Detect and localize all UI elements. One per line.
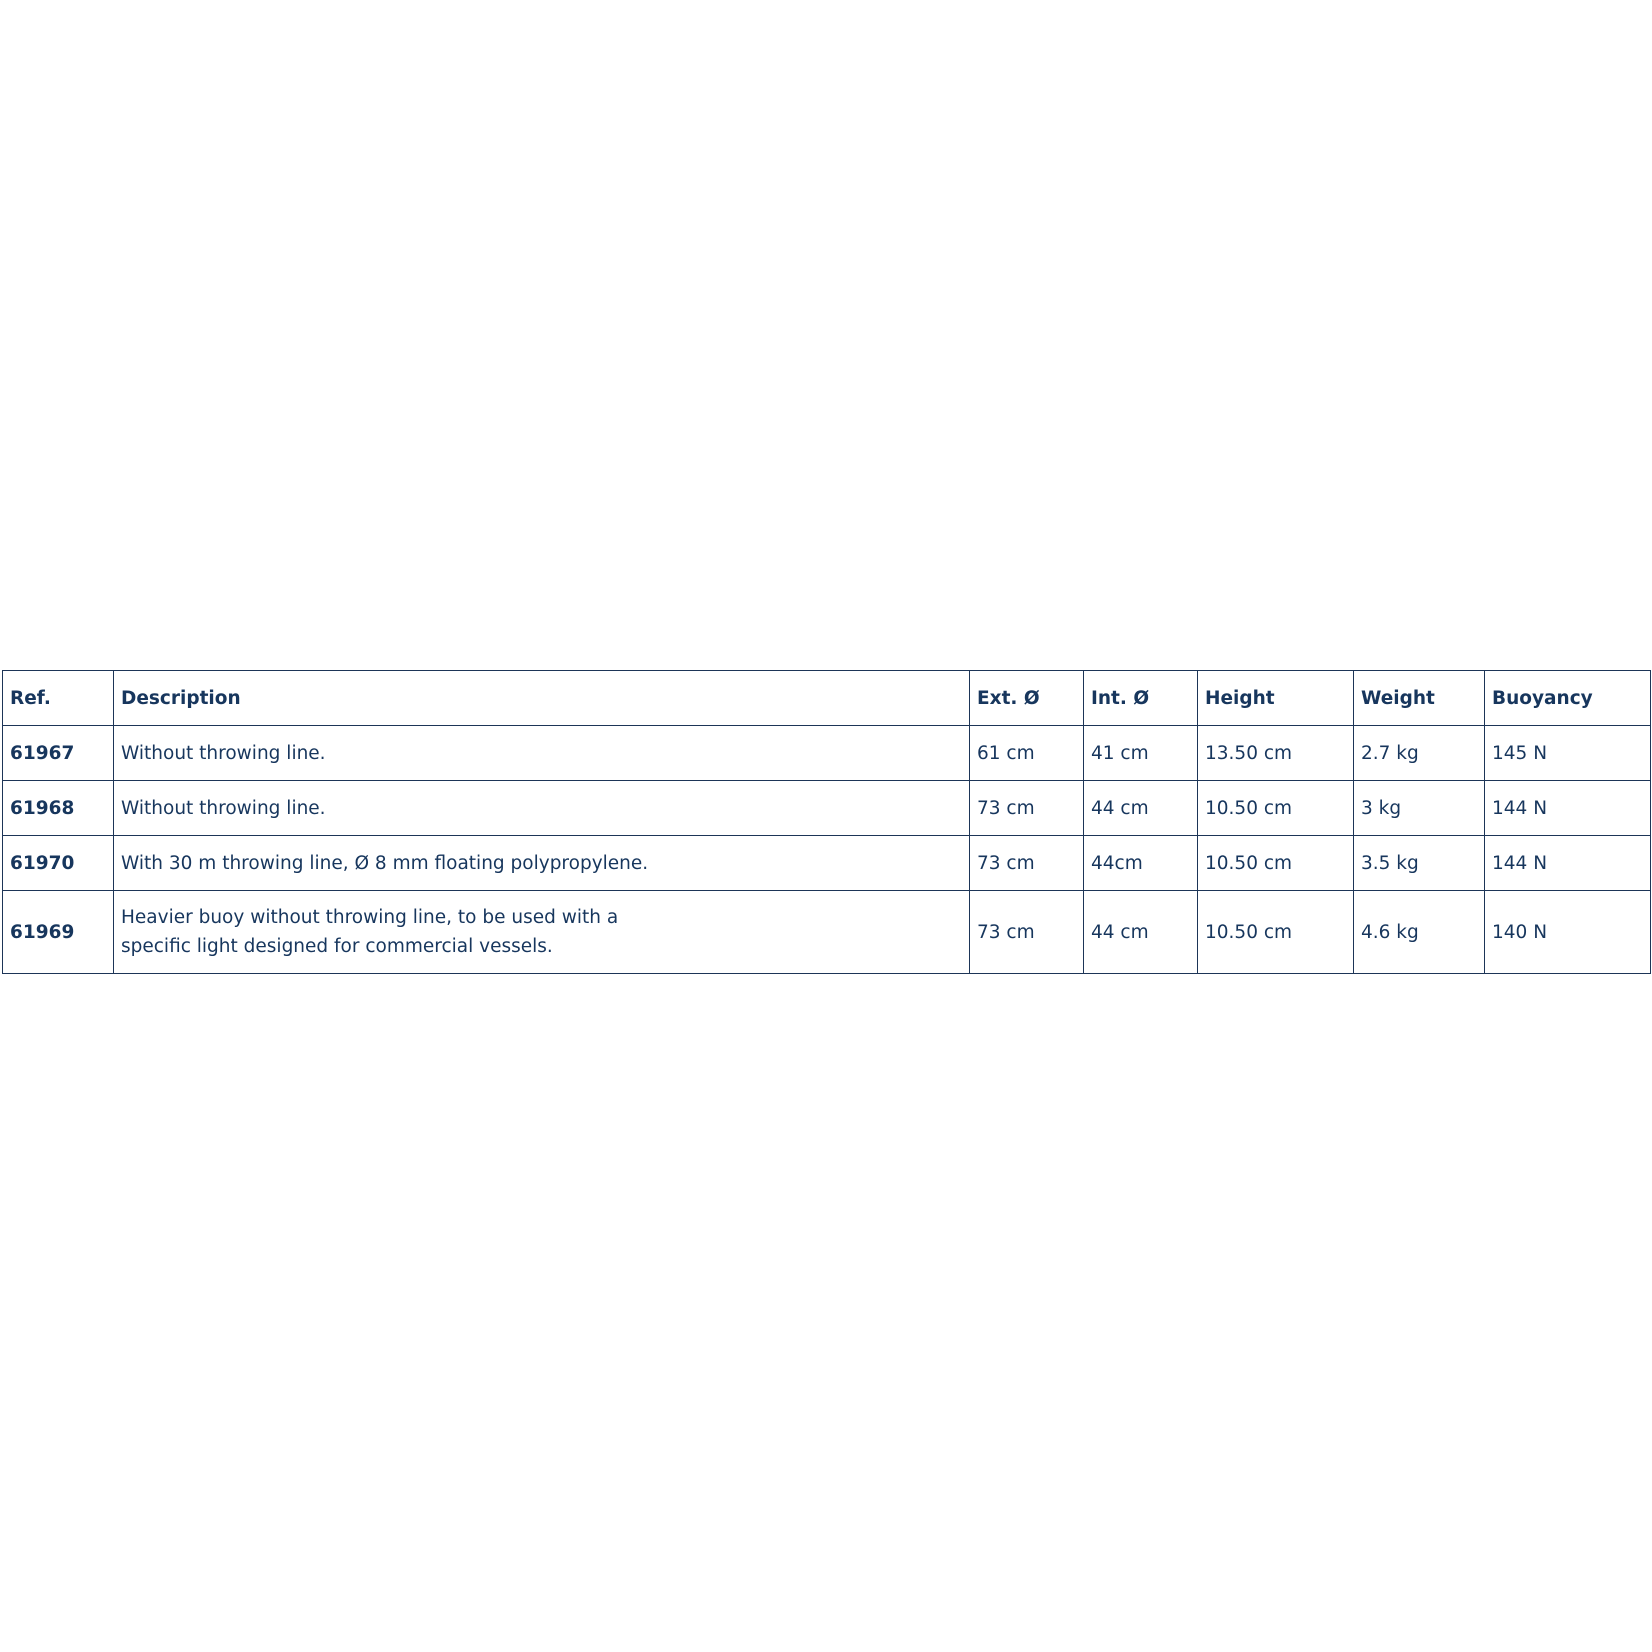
header-height: Height bbox=[1198, 671, 1354, 726]
cell-buoyancy: 144 N bbox=[1485, 781, 1651, 836]
header-weight: Weight bbox=[1354, 671, 1485, 726]
cell-ref: 61968 bbox=[3, 781, 114, 836]
description-text: Without throwing line. bbox=[121, 797, 326, 819]
cell-weight: 4.6 kg bbox=[1354, 891, 1485, 974]
header-buoyancy: Buoyancy bbox=[1485, 671, 1651, 726]
cell-ext-diameter: 73 cm bbox=[970, 891, 1084, 974]
description-text: Without throwing line. bbox=[121, 742, 326, 764]
cell-height: 10.50 cm bbox=[1198, 781, 1354, 836]
cell-int-diameter: 44 cm bbox=[1084, 781, 1198, 836]
cell-height: 13.50 cm bbox=[1198, 726, 1354, 781]
header-int-diameter: Int. Ø bbox=[1084, 671, 1198, 726]
description-text: With 30 m throwing line, Ø 8 mm floating polypropylene. bbox=[121, 852, 649, 874]
cell-description bbox=[114, 891, 970, 974]
cell-description bbox=[114, 726, 970, 781]
cell-ext-diameter: 73 cm bbox=[970, 836, 1084, 891]
table-row bbox=[3, 836, 1651, 891]
cell-ref: 61970 bbox=[3, 836, 114, 891]
cell-ref: 61967 bbox=[3, 726, 114, 781]
table-header-row bbox=[3, 671, 1651, 726]
cell-weight: 2.7 kg bbox=[1354, 726, 1485, 781]
cell-int-diameter: 41 cm bbox=[1084, 726, 1198, 781]
cell-int-diameter: 44 cm bbox=[1084, 891, 1198, 974]
cell-weight: 3 kg bbox=[1354, 781, 1485, 836]
cell-buoyancy: 140 N bbox=[1485, 891, 1651, 974]
cell-ext-diameter: 61 cm bbox=[970, 726, 1084, 781]
cell-height: 10.50 cm bbox=[1198, 891, 1354, 974]
cell-description bbox=[114, 836, 970, 891]
header-ext-diameter: Ext. Ø bbox=[970, 671, 1084, 726]
cell-ref: 61969 bbox=[3, 891, 114, 974]
cell-buoyancy: 144 N bbox=[1485, 836, 1651, 891]
product-spec-table bbox=[2, 670, 1651, 974]
cell-ext-diameter: 73 cm bbox=[970, 781, 1084, 836]
header-description: Description bbox=[114, 671, 970, 726]
description-text: Heavier buoy without throwing line, to be used with a specific light designed for commercial vessels. bbox=[121, 907, 619, 957]
cell-weight: 3.5 kg bbox=[1354, 836, 1485, 891]
table-row bbox=[3, 726, 1651, 781]
cell-height: 10.50 cm bbox=[1198, 836, 1354, 891]
table-row bbox=[3, 891, 1651, 974]
cell-int-diameter: 44cm bbox=[1084, 836, 1198, 891]
table-row bbox=[3, 781, 1651, 836]
header-ref: Ref. bbox=[3, 671, 114, 726]
cell-description bbox=[114, 781, 970, 836]
cell-buoyancy: 145 N bbox=[1485, 726, 1651, 781]
